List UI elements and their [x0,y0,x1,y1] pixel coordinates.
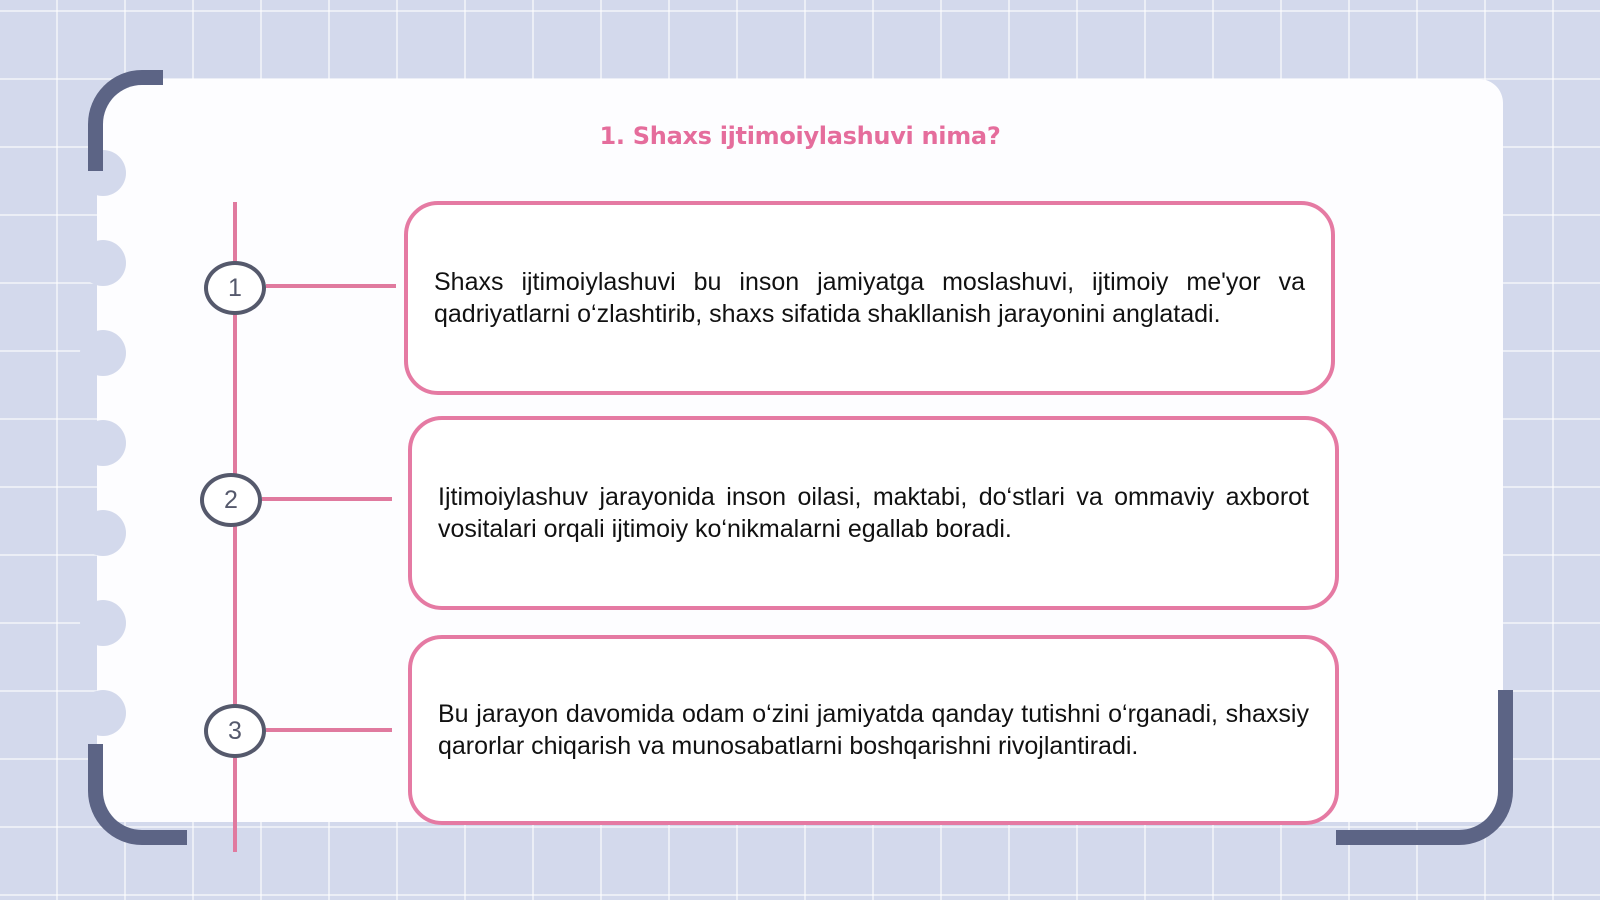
step-card-3 [408,635,1339,825]
sheet-notch [80,690,126,736]
corner-bracket-top-left [88,70,163,171]
connector-line [262,497,392,501]
sheet-notch [80,240,126,286]
connector-line [266,284,396,288]
step-number-3: 3 [204,704,266,758]
sheet-notch [80,510,126,556]
sheet-notch [80,330,126,376]
slide-title: 1. Shaxs ijtimoiylashuvi nima? [599,122,1001,150]
step-card-text: Bu jarayon davomida odam o‘zini jamiyatda qanday tutishni o‘rganadi, shaxsiy qarorlar chiqarish va munosabatlarni boshqarishni rivojlantiradi. [438,700,1309,760]
corner-bracket-bottom-left [88,744,187,845]
step-card-2 [408,416,1339,610]
sheet-notch [80,420,126,466]
step-number-2: 2 [200,473,262,527]
step-card-text: Ijtimoiylashuv jarayonida inson oilasi, maktabi, do‘stlari va ommaviy axborot vositalari orqali ijtimoiy ko‘nikmalarni egallab boradi. [438,483,1309,543]
step-number-1: 1 [204,261,266,315]
step-card-1 [404,201,1335,395]
connector-line [266,728,392,732]
sheet-notch [80,600,126,646]
step-card-text: Shaxs ijtimoiylashuvi bu inson jamiyatga moslashuvi, ijtimoiy me'yor va qadriyatlarni o‘zlashtirib, shaxs sifatida shakllanish jarayonini anglatadi. [434,268,1305,328]
corner-bracket-bottom-right [1336,690,1513,845]
